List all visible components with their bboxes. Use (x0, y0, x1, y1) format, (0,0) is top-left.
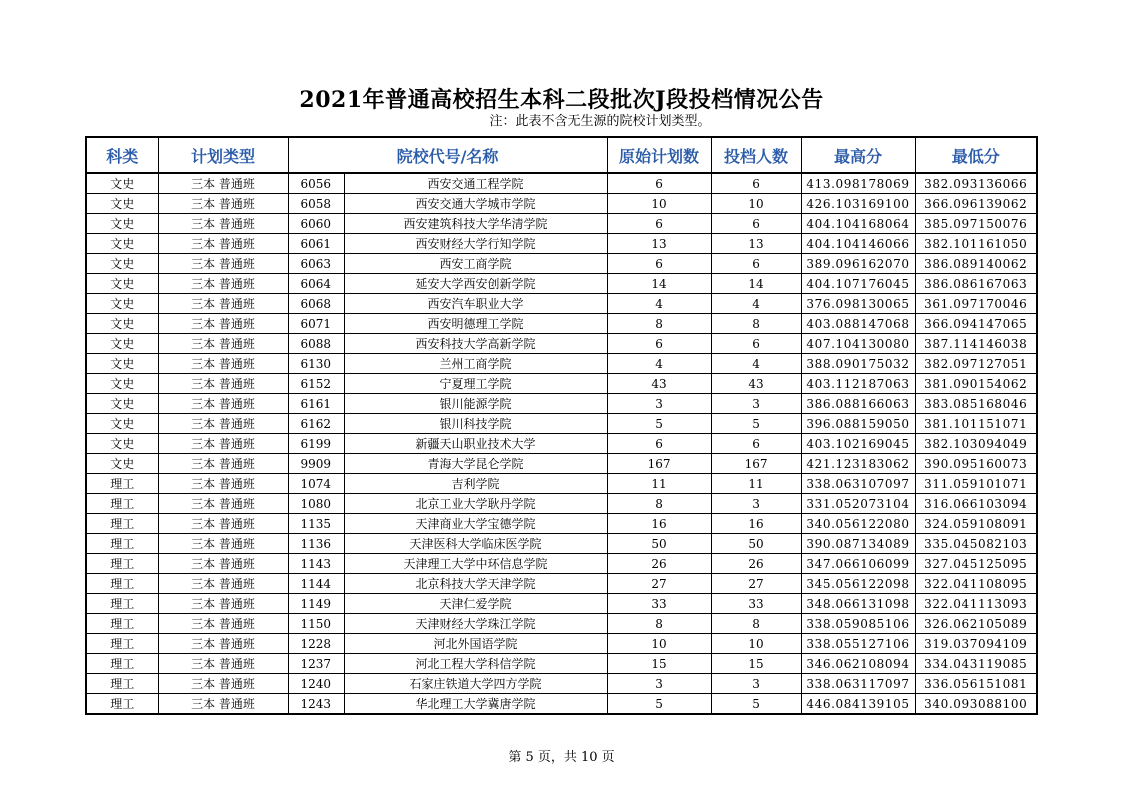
table-row (86, 654, 1037, 674)
cell-plan-type: 三本 普通班 (158, 534, 288, 554)
table-row (86, 514, 1037, 534)
cell-admitted: 26 (711, 554, 801, 574)
table-row (86, 173, 1037, 194)
cell-admitted: 6 (711, 254, 801, 274)
cell-admitted: 4 (711, 294, 801, 314)
table-row (86, 334, 1037, 354)
cell-original-plan: 14 (607, 274, 711, 294)
cell-school-code: 6162 (288, 414, 344, 434)
cell-category: 理工 (86, 494, 158, 514)
cell-admitted: 167 (711, 454, 801, 474)
cell-min-score: 326.062105089 (915, 614, 1037, 634)
cell-max-score: 404.104168064 (801, 214, 915, 234)
cell-max-score: 347.066106099 (801, 554, 915, 574)
cell-school-name: 天津理工大学中环信息学院 (344, 554, 607, 574)
table-body (86, 173, 1037, 714)
cell-original-plan: 43 (607, 374, 711, 394)
cell-admitted: 3 (711, 494, 801, 514)
cell-category: 理工 (86, 694, 158, 715)
cell-min-score: 316.066103094 (915, 494, 1037, 514)
cell-school-code: 1136 (288, 534, 344, 554)
cell-admitted: 13 (711, 234, 801, 254)
cell-admitted: 33 (711, 594, 801, 614)
cell-plan-type: 三本 普通班 (158, 574, 288, 594)
cell-plan-type: 三本 普通班 (158, 334, 288, 354)
cell-school-code: 6199 (288, 434, 344, 454)
cell-original-plan: 8 (607, 494, 711, 514)
cell-max-score: 348.066131098 (801, 594, 915, 614)
cell-category: 文史 (86, 334, 158, 354)
cell-school-name: 天津财经大学珠江学院 (344, 614, 607, 634)
cell-admitted: 6 (711, 214, 801, 234)
table-row (86, 614, 1037, 634)
cell-max-score: 403.088147068 (801, 314, 915, 334)
cell-school-name: 青海大学昆仑学院 (344, 454, 607, 474)
cell-admitted: 5 (711, 694, 801, 715)
cell-school-name: 延安大学西安创新学院 (344, 274, 607, 294)
table-row (86, 374, 1037, 394)
cell-school-name: 西安财经大学行知学院 (344, 234, 607, 254)
cell-plan-type: 三本 普通班 (158, 694, 288, 715)
cell-category: 文史 (86, 173, 158, 194)
cell-min-score: 322.041113093 (915, 594, 1037, 614)
cell-school-code: 6068 (288, 294, 344, 314)
cell-admitted: 43 (711, 374, 801, 394)
cell-min-score: 386.086167063 (915, 274, 1037, 294)
cell-max-score: 404.104146066 (801, 234, 915, 254)
cell-max-score: 421.123183062 (801, 454, 915, 474)
page-footer: 第 5 页，共 10 页 (508, 750, 615, 765)
cell-school-code: 1237 (288, 654, 344, 674)
cell-max-score: 403.112187063 (801, 374, 915, 394)
cell-min-score: 361.097170046 (915, 294, 1037, 314)
cell-category: 文史 (86, 394, 158, 414)
table-row (86, 534, 1037, 554)
cell-school-name: 天津医科大学临床医学院 (344, 534, 607, 554)
cell-min-score: 319.037094109 (915, 634, 1037, 654)
cell-school-name: 西安汽车职业大学 (344, 294, 607, 314)
cell-max-score: 386.088166063 (801, 394, 915, 414)
cell-school-name: 西安交通工程学院 (344, 173, 607, 194)
cell-category: 理工 (86, 514, 158, 534)
cell-school-code: 6060 (288, 214, 344, 234)
cell-original-plan: 8 (607, 614, 711, 634)
cell-min-score: 382.101161050 (915, 234, 1037, 254)
header-category: 科类 (86, 137, 158, 173)
cell-category: 理工 (86, 654, 158, 674)
cell-school-code: 1144 (288, 574, 344, 594)
cell-category: 理工 (86, 474, 158, 494)
cell-plan-type: 三本 普通班 (158, 414, 288, 434)
cell-category: 文史 (86, 194, 158, 214)
cell-category: 理工 (86, 634, 158, 654)
table-header-row (86, 137, 1037, 173)
cell-original-plan: 10 (607, 634, 711, 654)
cell-original-plan: 27 (607, 574, 711, 594)
cell-original-plan: 6 (607, 434, 711, 454)
cell-plan-type: 三本 普通班 (158, 654, 288, 674)
table-row (86, 234, 1037, 254)
cell-max-score: 426.103169100 (801, 194, 915, 214)
cell-school-name: 天津仁爱学院 (344, 594, 607, 614)
cell-school-name: 西安明德理工学院 (344, 314, 607, 334)
cell-max-score: 331.052073104 (801, 494, 915, 514)
table-row (86, 594, 1037, 614)
header-plan-type: 计划类型 (158, 137, 288, 173)
table-row (86, 354, 1037, 374)
cell-school-name: 西安交通大学城市学院 (344, 194, 607, 214)
cell-admitted: 4 (711, 354, 801, 374)
cell-min-score: 381.101151071 (915, 414, 1037, 434)
cell-admitted: 10 (711, 194, 801, 214)
cell-min-score: 381.090154062 (915, 374, 1037, 394)
cell-original-plan: 3 (607, 674, 711, 694)
cell-plan-type: 三本 普通班 (158, 594, 288, 614)
cell-school-name: 河北工程大学科信学院 (344, 654, 607, 674)
cell-plan-type: 三本 普通班 (158, 314, 288, 334)
cell-admitted: 6 (711, 334, 801, 354)
cell-plan-type: 三本 普通班 (158, 194, 288, 214)
table-row (86, 474, 1037, 494)
cell-plan-type: 三本 普通班 (158, 234, 288, 254)
cell-school-name: 吉利学院 (344, 474, 607, 494)
cell-plan-type: 三本 普通班 (158, 434, 288, 454)
cell-plan-type: 三本 普通班 (158, 634, 288, 654)
cell-max-score: 388.090175032 (801, 354, 915, 374)
cell-max-score: 338.055127106 (801, 634, 915, 654)
table-row (86, 634, 1037, 654)
cell-school-code: 6056 (288, 173, 344, 194)
cell-original-plan: 3 (607, 394, 711, 414)
cell-min-score: 324.059108091 (915, 514, 1037, 534)
table-row (86, 214, 1037, 234)
table-note: 注：此表不含无生源的院校计划类型。 (489, 114, 711, 129)
cell-admitted: 10 (711, 634, 801, 654)
cell-original-plan: 11 (607, 474, 711, 494)
cell-original-plan: 5 (607, 694, 711, 715)
cell-school-name: 西安建筑科技大学华清学院 (344, 214, 607, 234)
cell-category: 理工 (86, 534, 158, 554)
cell-school-name: 银川科技学院 (344, 414, 607, 434)
cell-max-score: 345.056122098 (801, 574, 915, 594)
cell-min-score: 336.056151081 (915, 674, 1037, 694)
cell-min-score: 386.089140062 (915, 254, 1037, 274)
cell-min-score: 382.097127051 (915, 354, 1037, 374)
cell-admitted: 14 (711, 274, 801, 294)
table-row (86, 414, 1037, 434)
cell-category: 理工 (86, 574, 158, 594)
cell-original-plan: 8 (607, 314, 711, 334)
cell-admitted: 15 (711, 654, 801, 674)
cell-school-name: 石家庄铁道大学四方学院 (344, 674, 607, 694)
cell-min-score: 382.093136066 (915, 173, 1037, 194)
cell-admitted: 11 (711, 474, 801, 494)
cell-admitted: 8 (711, 614, 801, 634)
table-row (86, 394, 1037, 414)
cell-plan-type: 三本 普通班 (158, 674, 288, 694)
cell-max-score: 376.098130065 (801, 294, 915, 314)
cell-min-score: 366.096139062 (915, 194, 1037, 214)
cell-max-score: 403.102169045 (801, 434, 915, 454)
cell-school-code: 1074 (288, 474, 344, 494)
cell-plan-type: 三本 普通班 (158, 394, 288, 414)
cell-plan-type: 三本 普通班 (158, 274, 288, 294)
cell-original-plan: 167 (607, 454, 711, 474)
cell-school-code: 6064 (288, 274, 344, 294)
cell-min-score: 366.094147065 (915, 314, 1037, 334)
cell-max-score: 346.062108094 (801, 654, 915, 674)
header-school: 院校代号/名称 (288, 137, 607, 173)
header-original-plan: 原始计划数 (607, 137, 711, 173)
cell-school-name: 兰州工商学院 (344, 354, 607, 374)
cell-max-score: 396.088159050 (801, 414, 915, 434)
cell-school-name: 河北外国语学院 (344, 634, 607, 654)
cell-admitted: 27 (711, 574, 801, 594)
cell-min-score: 385.097150076 (915, 214, 1037, 234)
cell-category: 文史 (86, 434, 158, 454)
cell-school-name: 宁夏理工学院 (344, 374, 607, 394)
cell-plan-type: 三本 普通班 (158, 514, 288, 534)
cell-admitted: 50 (711, 534, 801, 554)
cell-category: 文史 (86, 314, 158, 334)
table-row (86, 274, 1037, 294)
cell-max-score: 446.084139105 (801, 694, 915, 715)
table-row (86, 554, 1037, 574)
cell-school-code: 6061 (288, 234, 344, 254)
cell-school-code: 6088 (288, 334, 344, 354)
cell-school-code: 1150 (288, 614, 344, 634)
page-title: 2021年普通高校招生本科二段批次J段投档情况公告 (299, 87, 824, 113)
cell-plan-type: 三本 普通班 (158, 294, 288, 314)
table-row (86, 254, 1037, 274)
cell-school-code: 6058 (288, 194, 344, 214)
cell-school-code: 6063 (288, 254, 344, 274)
cell-min-score: 335.045082103 (915, 534, 1037, 554)
cell-school-code: 6152 (288, 374, 344, 394)
cell-admitted: 3 (711, 674, 801, 694)
cell-max-score: 390.087134089 (801, 534, 915, 554)
cell-min-score: 382.103094049 (915, 434, 1037, 454)
cell-max-score: 338.063117097 (801, 674, 915, 694)
cell-school-name: 华北理工大学冀唐学院 (344, 694, 607, 715)
cell-school-name: 天津商业大学宝德学院 (344, 514, 607, 534)
cell-school-code: 1228 (288, 634, 344, 654)
cell-category: 文史 (86, 294, 158, 314)
cell-original-plan: 50 (607, 534, 711, 554)
cell-plan-type: 三本 普通班 (158, 254, 288, 274)
cell-school-name: 西安科技大学高新学院 (344, 334, 607, 354)
cell-plan-type: 三本 普通班 (158, 173, 288, 194)
table-row (86, 694, 1037, 715)
cell-plan-type: 三本 普通班 (158, 354, 288, 374)
table-row (86, 574, 1037, 594)
cell-school-name: 银川能源学院 (344, 394, 607, 414)
cell-min-score: 390.095160073 (915, 454, 1037, 474)
cell-plan-type: 三本 普通班 (158, 614, 288, 634)
cell-category: 文史 (86, 454, 158, 474)
cell-plan-type: 三本 普通班 (158, 214, 288, 234)
header-admitted: 投档人数 (711, 137, 801, 173)
cell-school-code: 6161 (288, 394, 344, 414)
cell-admitted: 6 (711, 434, 801, 454)
cell-original-plan: 6 (607, 173, 711, 194)
cell-max-score: 413.098178069 (801, 173, 915, 194)
cell-max-score: 407.104130080 (801, 334, 915, 354)
cell-school-code: 1135 (288, 514, 344, 534)
cell-min-score: 311.059101071 (915, 474, 1037, 494)
header-max-score: 最高分 (801, 137, 915, 173)
cell-admitted: 16 (711, 514, 801, 534)
cell-min-score: 387.114146038 (915, 334, 1037, 354)
cell-plan-type: 三本 普通班 (158, 554, 288, 574)
cell-admitted: 6 (711, 173, 801, 194)
cell-school-code: 9909 (288, 454, 344, 474)
cell-school-code: 1149 (288, 594, 344, 614)
cell-min-score: 334.043119085 (915, 654, 1037, 674)
cell-category: 文史 (86, 374, 158, 394)
table-row (86, 194, 1037, 214)
cell-min-score: 327.045125095 (915, 554, 1037, 574)
cell-original-plan: 13 (607, 234, 711, 254)
cell-max-score: 338.063107097 (801, 474, 915, 494)
cell-original-plan: 33 (607, 594, 711, 614)
table-row (86, 674, 1037, 694)
cell-category: 理工 (86, 674, 158, 694)
cell-min-score: 322.041108095 (915, 574, 1037, 594)
cell-original-plan: 6 (607, 334, 711, 354)
cell-school-code: 1143 (288, 554, 344, 574)
table-row (86, 454, 1037, 474)
cell-plan-type: 三本 普通班 (158, 474, 288, 494)
cell-category: 文史 (86, 214, 158, 234)
cell-category: 文史 (86, 274, 158, 294)
cell-school-name: 北京科技大学天津学院 (344, 574, 607, 594)
cell-school-name: 北京工业大学耿丹学院 (344, 494, 607, 514)
cell-plan-type: 三本 普通班 (158, 454, 288, 474)
admissions-table (85, 136, 1038, 715)
cell-school-code: 6130 (288, 354, 344, 374)
cell-original-plan: 5 (607, 414, 711, 434)
table-row (86, 294, 1037, 314)
cell-admitted: 5 (711, 414, 801, 434)
cell-plan-type: 三本 普通班 (158, 494, 288, 514)
cell-plan-type: 三本 普通班 (158, 374, 288, 394)
cell-category: 理工 (86, 594, 158, 614)
cell-school-code: 6071 (288, 314, 344, 334)
table-row (86, 434, 1037, 454)
cell-school-name: 新疆天山职业技术大学 (344, 434, 607, 454)
table-row (86, 494, 1037, 514)
cell-original-plan: 10 (607, 194, 711, 214)
cell-category: 文史 (86, 254, 158, 274)
cell-original-plan: 6 (607, 214, 711, 234)
cell-max-score: 340.056122080 (801, 514, 915, 534)
cell-school-code: 1080 (288, 494, 344, 514)
cell-school-name: 西安工商学院 (344, 254, 607, 274)
cell-max-score: 404.107176045 (801, 274, 915, 294)
cell-max-score: 389.096162070 (801, 254, 915, 274)
cell-original-plan: 4 (607, 354, 711, 374)
header-min-score: 最低分 (915, 137, 1037, 173)
cell-school-code: 1243 (288, 694, 344, 715)
cell-max-score: 338.059085106 (801, 614, 915, 634)
cell-original-plan: 6 (607, 254, 711, 274)
cell-original-plan: 26 (607, 554, 711, 574)
cell-original-plan: 15 (607, 654, 711, 674)
cell-category: 文史 (86, 354, 158, 374)
cell-category: 文史 (86, 414, 158, 434)
cell-min-score: 383.085168046 (915, 394, 1037, 414)
table-row (86, 314, 1037, 334)
cell-original-plan: 16 (607, 514, 711, 534)
cell-min-score: 340.093088100 (915, 694, 1037, 715)
cell-category: 文史 (86, 234, 158, 254)
cell-admitted: 8 (711, 314, 801, 334)
cell-category: 理工 (86, 614, 158, 634)
cell-school-code: 1240 (288, 674, 344, 694)
cell-category: 理工 (86, 554, 158, 574)
cell-admitted: 3 (711, 394, 801, 414)
cell-original-plan: 4 (607, 294, 711, 314)
